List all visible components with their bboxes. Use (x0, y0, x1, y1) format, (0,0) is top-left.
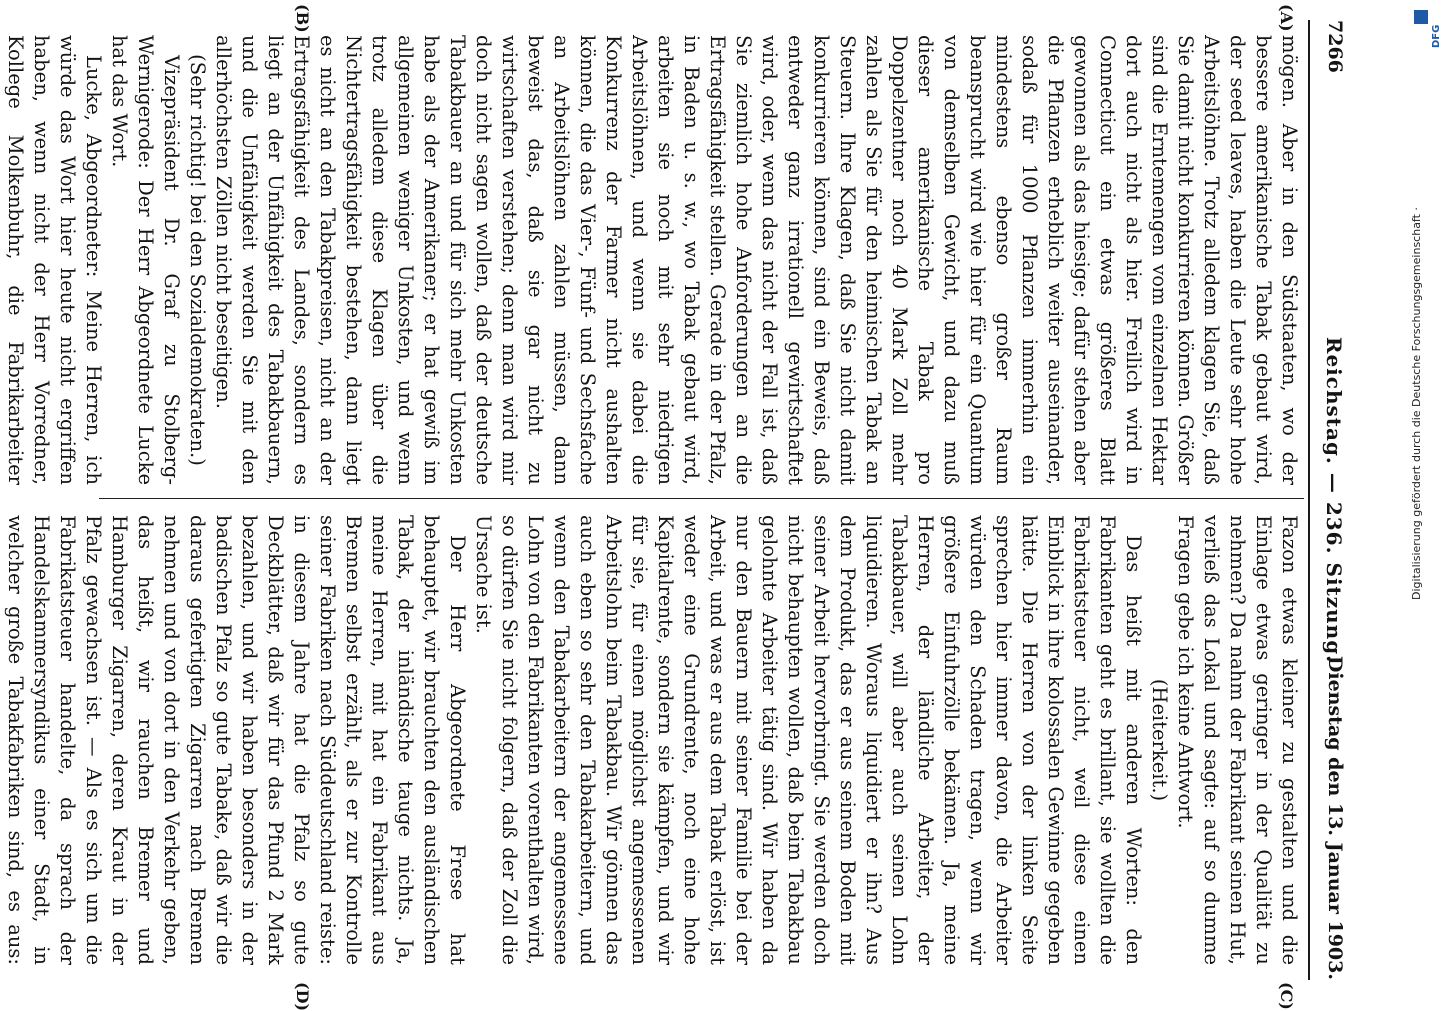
margin-marker-b: (B) (293, 4, 312, 33)
dfg-logo-icon (1414, 10, 1428, 24)
rotated-page (4, 0, 1370, 1011)
paragraph: mögen. Aber in den Südstaaten, wo der bessere amerikanische Tabak gebaut wird, der seed leaves, haben die Leute sehr hohe Arbeitslöhne. Trotz alledem klagen Sie, daß Sie damit nicht konkurrieren können. Größer sind die Erntemengen vom einzelnen Hektar dort auch nicht als hier. Freilich wird in Connecticut ein etwas größeres Blatt gewonnen als das hiesige; dafür stehen aber die Pflanzen erheblich weiter auseinander, sodaß für 1000 Pflanzen immerhin ein mindestens ebenso großer Raum beansprucht wird wie hier für ein Quantum von demselben Gewicht, und dazu muß dieser amerikanische Tabak pro Doppelzentner noch 40 Mark Zoll mehr zahlen als Sie für den heimischen Tabak an Steuern. Ihre Klagen, daß Sie nicht damit konkurrieren können, sind ein Beweis, daß entweder ganz irrationell gewirtschaftet wird, oder, wenn das nicht der Fall ist, daß Sie ziemlich hohe Anforderungen an die Ertragsfähigkeit stellen. Gerade in der Pfalz, in Baden u. s. w., wo Tabak gebaut wird, arbeiten sie noch mit sehr niedrigen Arbeitslöhnen, und wenn sie dabei die Konkurrenz der Farmer nicht aushalten können, die das Vier-, Fünf- und Sechsfache an Arbeitslöhnen zahlen müssen, dann beweist das, daß sie gar nicht zu wirtschaften verstehen; denn man wird mir doch nicht sagen wollen, daß der deutsche Tabakbauer an und für sich mehr Unkosten habe als der Amerikaner; er hat gewiß im allgemeinen weniger Unkosten, und wenn trotz alledem diese Klagen über die Nichtertragsfähigkeit bestehen, dann liegt es nicht an den Tabakpreisen, nicht an der Ertragsfähigkeit des Landes, sondern es liegt an der Unfähigkeit des Tabakbauern, und die Unfähigkeit werden Sie mit den allerhöchsten Zöllen nicht beseitigen. (212, 35, 1301, 485)
paragraph: Fazon etwas kleiner zu gestalten und die Einlage etwas geringer in der Qualität zu nehmen? Da nahm der Fabrikant seinen Hut, verließ das Lokal und sagte: auf so dumme Fragen gebe ich keine Antwort. (1174, 515, 1301, 965)
right-text-column (4, 515, 1302, 965)
page-header (1318, 20, 1350, 980)
session-title: Reichstag. — 236. Sitzung. (1322, 336, 1346, 664)
session-date: Dienstag den 13. Januar 1903. (1324, 655, 1346, 980)
interjection: (Sehr richtig! bei den Sozialdemokraten.) (186, 54, 209, 466)
page-number: 7266 (1324, 20, 1346, 73)
paragraph: Vizepräsident Dr. Graf zu Stolberg-Wernigerode: Der Herr Abgeordnete Lucke hat das Wort. (108, 35, 183, 485)
column-divider (99, 498, 1304, 499)
header-rule (1308, 20, 1310, 980)
paragraph: Das heißt mit anderen Worten: den Fabrikanten geht es brillant, sie wollten die Fabrikatsteuer nicht, weil diese einen Einblick in ihre kolossalen Gewinne gegeben hätte. Die Herren von der linken Seite sprechen hier immer davon, die Arbeiter würden den Schaden tragen, wenn wir größere Einfuhrzölle bekämen. Ja, meine Herren, der ländliche Arbeiter, der Tabakbauer, will aber auch seinen Lohn liquidieren. Woraus liquidiert er ihn? Aus dem Produkt, das er aus seinem Boden mit seiner Arbeit hervorbringt. Sie werden doch nicht behaupten wollen, daß beim Tabakbau gelohnte Arbeiter tätig sind. Wir haben da nur den Bauern mit seiner Familie bei der Arbeit, und was er aus dem Tabak erlöst, ist weder eine Grundrente, noch eine hohe Kapitalrente, sondern sie kämpfen, und wir für sie, für einen möglichst angemessenen Arbeitslohn beim Tabakbau. Wir gönnen das auch eben so sehr den Tabakarbeitern, und wenn den Tabakarbeitern der angemessene Lohn von den Fabrikanten vorenthalten wird, so dürfen Sie nicht folgern, daß der Zoll die Ursache ist. (472, 515, 1145, 965)
margin-marker-a: (A) (1277, 4, 1296, 32)
paragraph: Der Herr Abgeordnete Frese hat behauptet, wir brauchten den ausländischen Tabak, der inländische tauge nichts. Ja, meine Herren, mit hat ein Fabrikant aus Bremen selbst erzählt, als er zur Kontrolle seiner Fabriken nach Süddeutschland reiste: in diesem Jahre hat die Pfalz so gute Deckblätter, daß wir für das Pfund 2 Mark bezahlen, und wir haben besonders in der badischen Pfalz so gute Tabake, daß wir die daraus gefertigten Zigarren nach Bremen nehmen und von dort in den Verkehr geben, das heißt, wir rauchen Bremer und Hamburger Zigarren, deren Kraut in der Pfalz gewachsen ist. — Als es sich um die Fabrikatsteuer handelte, da sprach der Handelskammersyndikus einer Stadt, in welcher große Tabakfabriken sind, es aus: (4, 515, 469, 965)
dfg-logo-text: DFG (1431, 24, 1442, 48)
margin-marker-d: (D) (293, 982, 312, 1011)
left-text-column (4, 35, 1302, 485)
digitization-note: Digitalisierung gefördert durch die Deutsche Forschungsgemeinschaft · (1410, 207, 1423, 600)
interjection: (Heiterkeit.) (1148, 678, 1171, 802)
margin-marker-c: (C) (1277, 982, 1296, 1010)
paragraph: Lucke, Abgeordneter: Meine Herren, ich würde das Wort hier heute nicht ergriffen haben, wenn nicht der Herr Vorredner, Kollege Molkenbuhr, die Fabrikarbeiter (4, 35, 105, 485)
